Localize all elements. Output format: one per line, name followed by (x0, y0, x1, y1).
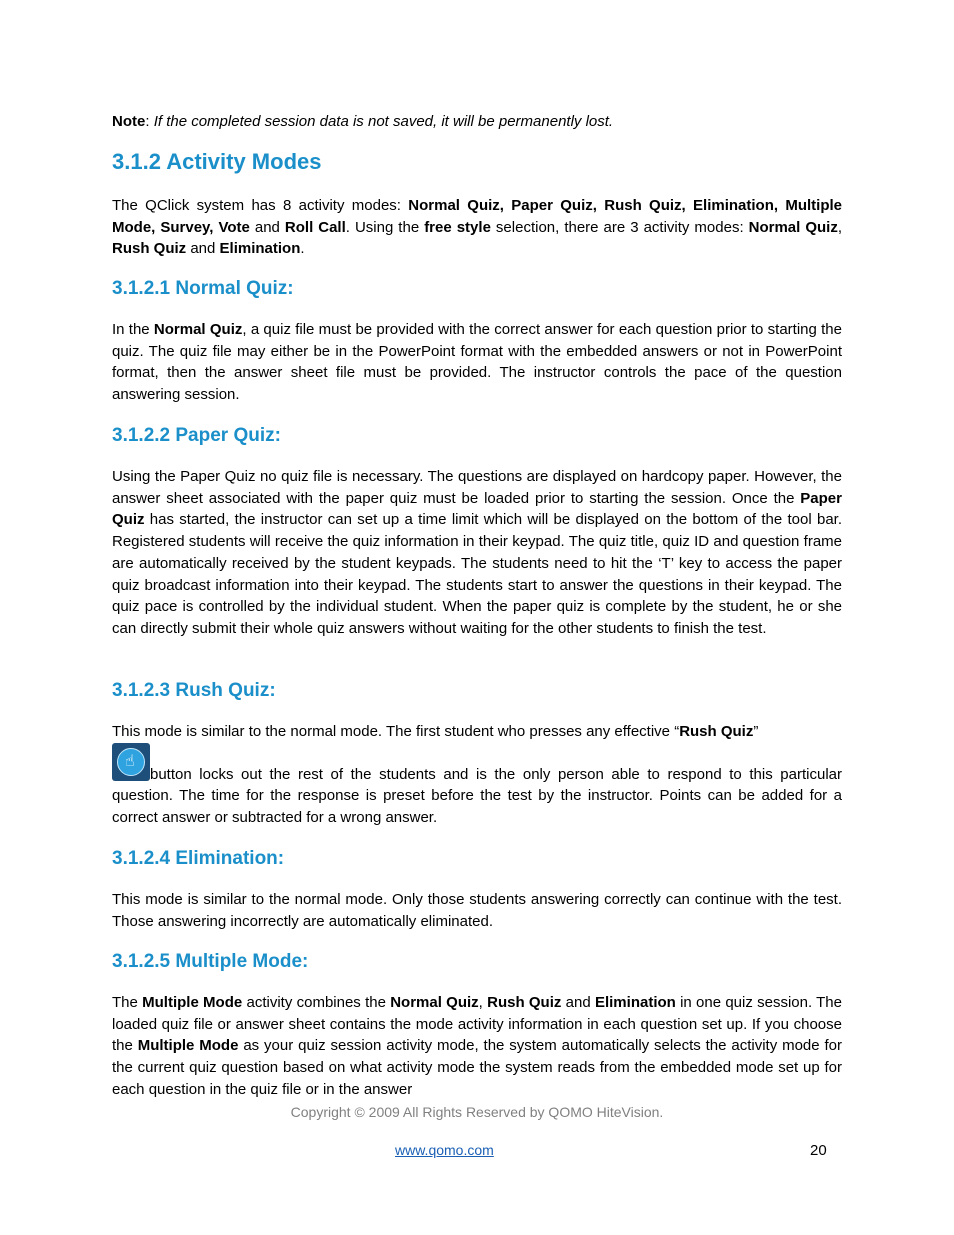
paragraph-activity-modes: The QClick system has 8 activity modes: Normal Quiz, Paper Quiz, Rush Quiz, Elimination, Multiple Mode, Survey, Vote and Roll Call. Using the free style selection, there are 3 activity modes: Normal Quiz, Rush Quiz and Elimination. (112, 197, 843, 258)
paragraph-normal-quiz: In the Normal Quiz, a quiz file must be provided with the correct answer for each question prior to starting the quiz. The quiz file may either be in the PowerPoint format with the embedded answers or not in PowerPoint format, then the answer sheet file must be provided. The instructor controls the pace of the question answering session. (112, 321, 842, 404)
note-text: If the completed session data is not saved, it will be permanently lost. (153, 113, 614, 130)
footer-copyright: Copyright © 2009 All Rights Reserved by QOMO HiteVision. (290, 1104, 664, 1120)
paragraph-rush-quiz: This mode is similar to the normal mode. The first student who presses any effective “Rush Quiz” ☝ button locks out the rest of the students and is the only person able to respond to this particular question. The time for the response is preset before the test by the instructor. Points can be added for a correct answer or subtracted for a wrong answer. (112, 723, 842, 827)
heading-rush-quiz: 3.1.2.3 Rush Quiz: (112, 680, 276, 701)
hand-pointer-icon: ☝ (112, 743, 150, 781)
paragraph-elimination: This mode is similar to the normal mode. Only those students answering correctly can continue with the test. Those answering incorrectly are automatically eliminated. (112, 891, 842, 930)
heading-elimination: 3.1.2.4 Elimination: (112, 848, 285, 869)
page-number: 20 (810, 1142, 827, 1159)
footer-website-link[interactable]: www.qomo.com (395, 1142, 494, 1158)
heading-paper-quiz: 3.1.2.2 Paper Quiz: (112, 425, 281, 446)
paragraph-paper-quiz: Using the Paper Quiz no quiz file is necessary. The questions are displayed on hardcopy paper. However, the answer sheet associated with the paper quiz must be loaded prior to starting the session. Once the Paper Quiz has started, the instructor can set up a time limit which will be displayed on the bottom of the tool bar. Registered students will receive the quiz information in their keypad. The quiz title, quiz ID and question frame are automatically received by the student keypads. The students need to hit the ‘T’ key to access the paper quiz broadcast information into their keypad. The students start to answer the questions in their keypad. The quiz pace is controlled by the individual student. When the paper quiz is complete by the student, he or she can directly submit their whole quiz answers without waiting for the other students to finish the test. (112, 468, 842, 637)
note-label: Note (112, 113, 146, 130)
note-line (112, 112, 613, 132)
heading-activity-modes: 3.1.2 Activity Modes (112, 149, 322, 174)
note-separator: : (145, 113, 154, 130)
paragraph-multiple-mode: The Multiple Mode activity combines the Normal Quiz, Rush Quiz and Elimination in one quiz session. The loaded quiz file or answer sheet contains the mode activity information in each question set up. If you choose the Multiple Mode as your quiz session activity mode, the system automatically selects the activity mode for the current quiz question based on what activity mode the system reads from the embedded mode set up for each question in the quiz file or in the answer (112, 994, 842, 1098)
heading-normal-quiz: 3.1.2.1 Normal Quiz: (112, 278, 294, 299)
heading-multiple-mode: 3.1.2.5 Multiple Mode: (112, 951, 309, 972)
